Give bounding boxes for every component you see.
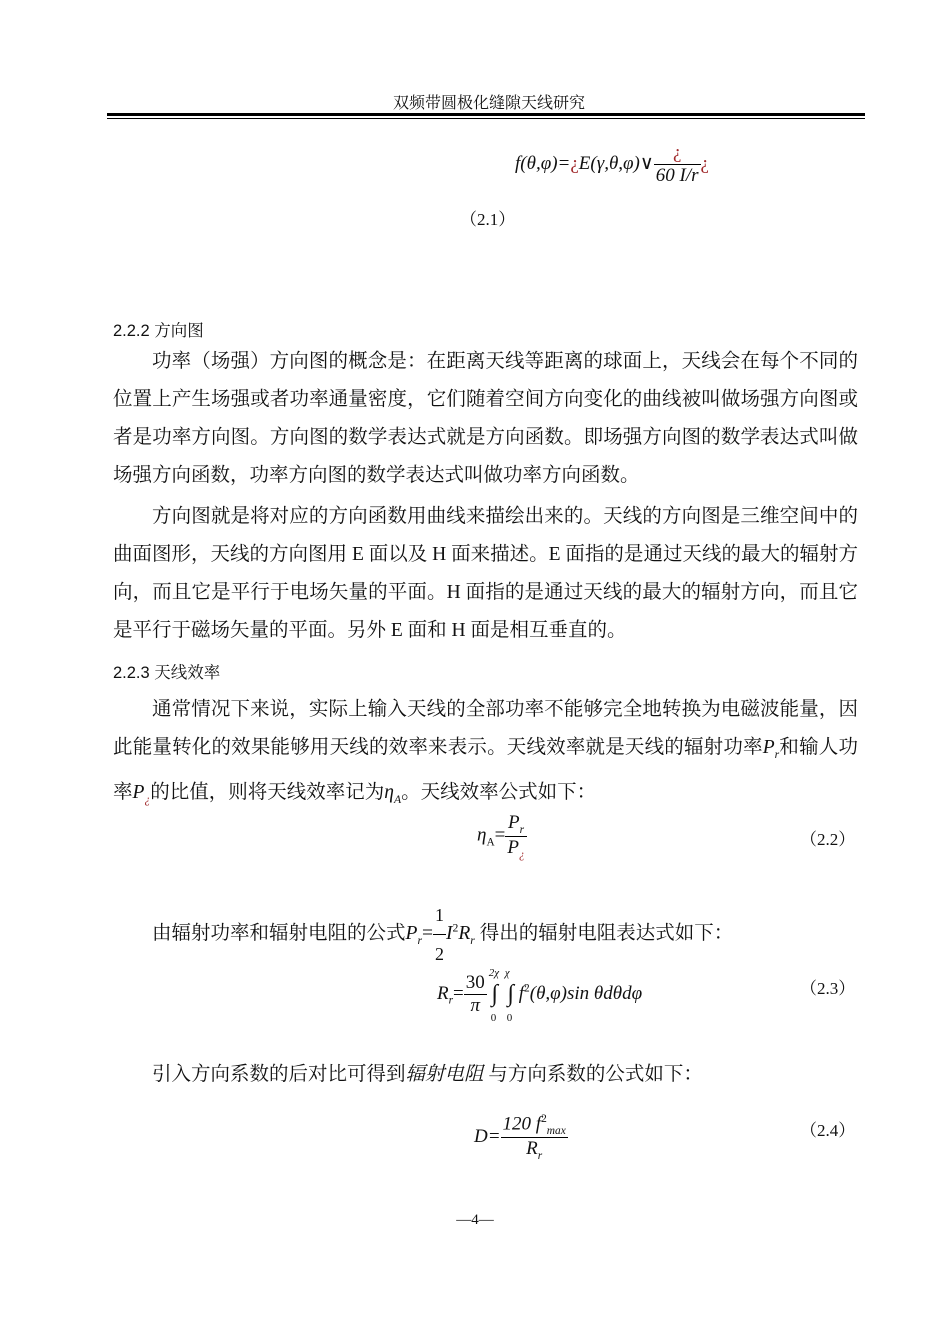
running-header: 双频带圆极化缝隙天线研究 <box>392 95 585 112</box>
equation-number-2-2: （2.2） <box>800 830 856 849</box>
header-rule-thin <box>107 118 865 119</box>
equation-2-1: f(θ,φ)=¿E(γ,θ,φ)∨ $\frac{¿}{60 I/r}$ ¿ <box>515 142 709 186</box>
text-line: 由辐射功率和辐射电阻的公式$P_r=$ $\frac{1}{2}$ $I^2R_r$ 得出的辐射电阻表达式如下： <box>152 896 733 973</box>
section-heading: 2.2.3 天线效率 <box>113 664 221 682</box>
text-line: 引入方向系数的后对比可得到辐射电阻 与方向系数的公式如下： <box>152 1064 703 1085</box>
equation-number-2-4: （2.4） <box>800 1121 856 1140</box>
equation-2-2: $\eta_A=$ $\frac{P_r}{P_¿}$ <box>477 812 525 861</box>
paragraph: 方向图就是将对应的方向函数用曲线来描绘出来的。天线的方向图是三维空间中的曲面图形，天线的方向图用 E 面以及 H 面来描述。E 面指的是通过天线的最大的辐射方向，而且它是平行于电场矢量的平面。H 面指的是通过天线的最大的辐射方向，而且它是平行于磁场矢量的平面。另外 E 面和 H 面是相互垂直的。 <box>113 506 858 641</box>
equation-number-2-1: （2.1） <box>460 210 516 229</box>
equation-2-4: D= $\frac{120 f^2_{max}}{R_r}$ <box>474 1113 566 1162</box>
header-rule-thick <box>107 113 865 116</box>
paragraph: 功率（场强）方向图的概念是：在距离天线等距离的球面上，天线会在每个不同的位置上产生场强或者功率通量密度，它们随着空间方向变化的曲线被叫做场强方向图或者是功率方向图。方向图的数学表达式就是方向函数。即场强方向图的数学表达式叫做场强方向函数，功率方向图的数学表达式叫做功率方向函数。 <box>113 351 858 486</box>
equation-2-3: $R_r=$ $\frac{30}{\pi}$ ∫ 2χ 0 ∫ χ 0 $f^2(\theta,\varphi)\sin$ θdθdφ <box>437 967 643 1024</box>
paragraph: 通常情况下来说，实际上输入天线的全部功率不能够完全地转换为电磁波能量，因此能量转化的效果能够用天线的效率来表示。天线效率就是天线的辐射功率$P_r$和输人功率$P_¿$的比值，则将天线效率记为$\eta_A$。天线效率公式如下： <box>113 699 858 806</box>
page-number: —4— <box>456 1212 494 1228</box>
section-heading: 2.2.2 方向图 <box>113 322 204 340</box>
equation-number-2-3: （2.3） <box>800 979 856 998</box>
